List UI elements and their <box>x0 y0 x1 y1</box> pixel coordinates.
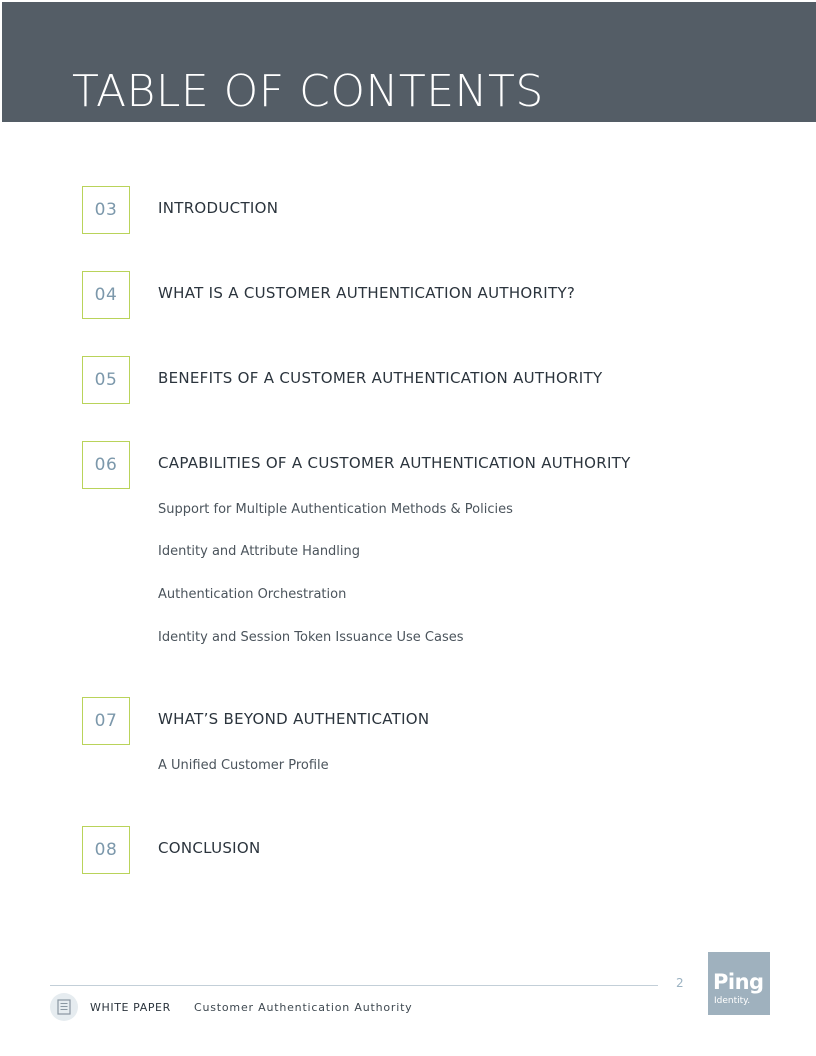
subsection-link[interactable]: A Unified Customer Profile <box>158 758 329 773</box>
section-number: 08 <box>82 826 130 874</box>
section-title[interactable]: BENEFITS OF A CUSTOMER AUTHENTICATION AUTHORITY <box>158 369 603 387</box>
subsection-link[interactable]: Support for Multiple Authentication Methods & Policies <box>158 502 513 517</box>
section-number: 07 <box>82 697 130 745</box>
section-number: 05 <box>82 356 130 404</box>
section-number: 06 <box>82 441 130 489</box>
footer-divider <box>50 985 658 986</box>
document-icon <box>50 993 78 1021</box>
section-number: 03 <box>82 186 130 234</box>
page-title: TABLE OF CONTENTS <box>72 66 544 117</box>
section-title[interactable]: WHAT’S BEYOND AUTHENTICATION <box>158 710 430 728</box>
section-number: 04 <box>82 271 130 319</box>
logo-wordmark: Ping <box>713 970 764 994</box>
logo-subtext: Identity. <box>714 996 751 1006</box>
section-title[interactable]: CONCLUSION <box>158 839 261 857</box>
section-title[interactable]: INTRODUCTION <box>158 199 279 217</box>
section-title[interactable]: CAPABILITIES OF A CUSTOMER AUTHENTICATION AUTHORITY <box>158 454 631 472</box>
page-number: 2 <box>676 976 684 990</box>
subsection-link[interactable]: Identity and Session Token Issuance Use Cases <box>158 630 464 645</box>
subsection-link[interactable]: Identity and Attribute Handling <box>158 544 361 559</box>
ping-identity-logo <box>708 952 770 1015</box>
section-title[interactable]: WHAT IS A CUSTOMER AUTHENTICATION AUTHORITY? <box>158 284 576 302</box>
document-type: WHITE PAPER <box>90 1001 171 1014</box>
subsection-link[interactable]: Authentication Orchestration <box>158 587 347 602</box>
document-name: Customer Authentication Authority <box>194 1001 413 1014</box>
